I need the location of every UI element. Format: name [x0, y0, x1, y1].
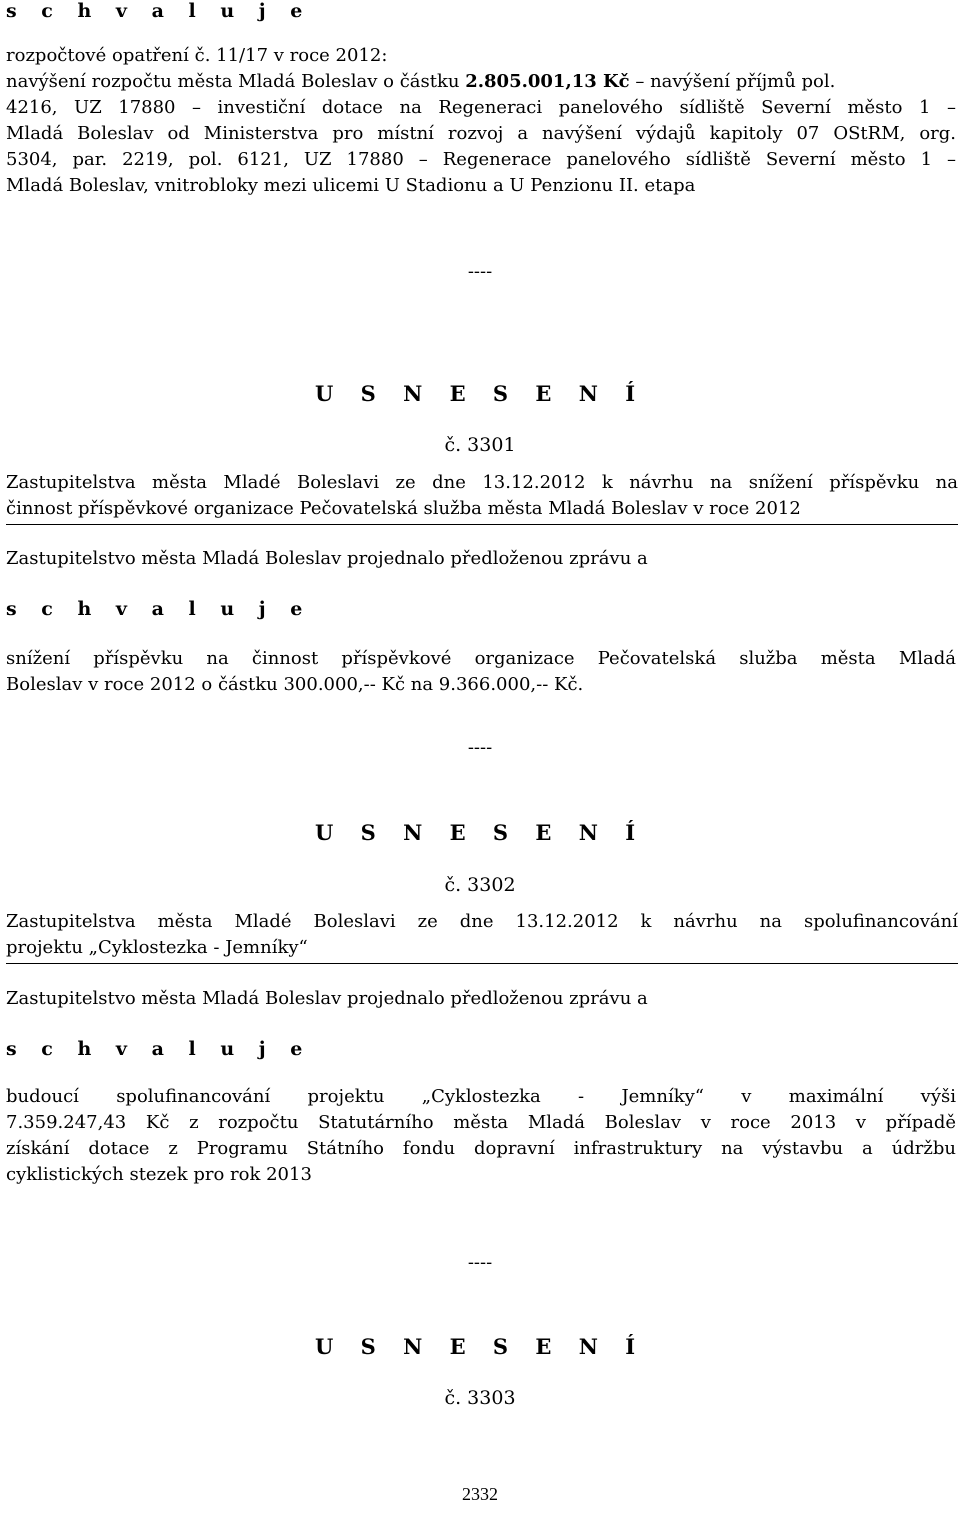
resolution-heading: U S N E S E N Í — [314, 820, 646, 845]
budget-measure-text — [6, 43, 956, 199]
separator: ---- — [467, 261, 493, 282]
resolution-intro: Zastupitelstvo města Mladá Boleslav projednalo předloženou zprávu a — [6, 548, 648, 569]
resolution-text: snížení příspěvku na činnost příspěvkové organizace Pečovatelská služba města Mladá Boleslav v roce 2012 o částku 300.000,-- Kč na 9.366.000,-- Kč. — [6, 648, 956, 695]
resolution-intro: Zastupitelstvo města Mladá Boleslav projednalo předloženou zprávu a — [6, 988, 648, 1009]
resolution-number: č. 3302 — [444, 874, 516, 896]
schvaluje-heading: s c h v a l u j e — [6, 0, 312, 22]
budget-line-3: 4216, UZ 17880 – investiční dotace na Regeneraci panelového sídliště Severní město 1 – — [6, 97, 956, 118]
budget-amount: 2.805.001,13 Kč — [465, 71, 630, 92]
resolution-text: budoucí spolufinancování projektu „Cyklostezka - Jemníky“ v maximální výši 7.359.247,43 Kč z rozpočtu Statutárního města Mladá Boleslav v roce 2013 v případě získání dotace z Programu Státního fondu dopravní infrastruktury na výstavbu a údržbu cyklistických stezek pro rok 2013 — [6, 1086, 956, 1185]
resolution-heading: U S N E S E N Í — [314, 1334, 646, 1359]
budget-line-2: navýšení rozpočtu města Mladá Boleslav o částku 2.805.001,13 Kč – navýšení příjmů pol. — [6, 71, 836, 92]
resolution-number: č. 3303 — [444, 1387, 516, 1409]
budget-line-1: rozpočtové opatření č. 11/17 v roce 2012: — [6, 45, 388, 66]
schvaluje-heading: s c h v a l u j e — [6, 598, 312, 620]
budget-line-4: Mladá Boleslav od Ministerstva pro místní rozvoj a navýšení výdajů kapitoly 07 OStRM, org. — [6, 123, 956, 144]
budget-line-6: Mladá Boleslav, vnitrobloky mezi ulicemi U Stadionu a U Penzionu II. etapa — [6, 175, 696, 196]
resolution-heading: U S N E S E N Í — [314, 381, 646, 406]
separator: ---- — [467, 1252, 493, 1273]
schvaluje-heading: s c h v a l u j e — [6, 1038, 312, 1060]
resolution-title: Zastupitelstva města Mladé Boleslavi ze dne 13.12.2012 k návrhu na snížení příspěvku na činnost příspěvkové organizace Pečovatelská služba města Mladá Boleslav v roce 2012 — [6, 470, 958, 525]
separator: ---- — [467, 737, 493, 758]
budget-line-5: 5304, par. 2219, pol. 6121, UZ 17880 – Regenerace panelového sídliště Severní město 1 – — [6, 149, 956, 170]
resolution-number: č. 3301 — [444, 434, 516, 456]
page-number: 2332 — [462, 1484, 498, 1504]
resolution-title: Zastupitelstva města Mladé Boleslavi ze dne 13.12.2012 k návrhu na spolufinancování projektu „Cyklostezka - Jemníky“ — [6, 909, 958, 964]
